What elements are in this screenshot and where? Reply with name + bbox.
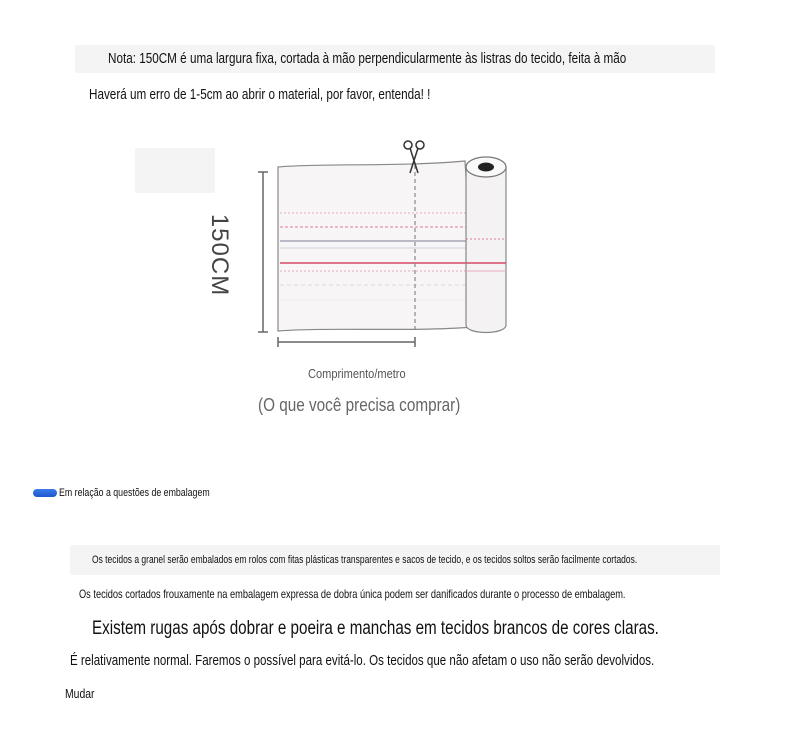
packaging-line-2 [79, 587, 789, 601]
length-label [308, 366, 423, 381]
packaging-line-3 [92, 618, 790, 640]
packaging-line-4 [70, 652, 790, 669]
packaging-line-2-text: Os tecidos cortados frouxamente na embalagem expressa de dobra única podem ser danificados durante o processo de embalagem. [79, 587, 626, 601]
note-line-1 [108, 50, 773, 67]
packaging-title-text: Em relação a questões de embalagem [59, 487, 210, 499]
packaging-line-1-text: Os tecidos a granel serão embalados em rolos com fitas plásticas transparentes e sacos de tecido, e os tecidos soltos serão facilmente cortados. [92, 554, 638, 566]
fabric-roll-diagram [200, 135, 520, 385]
note-line-2-text: Haverá um erro de 1-5cm ao abrir o material, por favor, entenda! ! [89, 86, 431, 103]
fabric-roll [466, 157, 506, 333]
length-label-text: Comprimento/metro [308, 366, 406, 381]
width-label: 150CM [206, 213, 233, 297]
figure-caption [258, 395, 496, 416]
footer-change-text: Mudar [65, 686, 95, 701]
fabric-sheet [278, 161, 475, 331]
figure-caption-text: (O que você precisa comprar) [258, 395, 461, 415]
packaging-badge-icon [33, 489, 57, 497]
footer-change [65, 686, 102, 701]
packaging-title [59, 487, 247, 499]
fabric-roll-illustration [200, 135, 520, 385]
packaging-line-1 [92, 554, 790, 566]
packaging-line-3-text: Existem rugas após dobrar e poeira e manchas em tecidos brancos de cores claras. [92, 618, 659, 639]
note-line-1-text: Nota: 150CM é uma largura fixa, cortada à mão perpendicularmente às listras do tecido, feita à mão [108, 50, 627, 67]
packaging-line-4-text: É relativamente normal. Faremos o possível para evitá-lo. Os tecidos que não afetam o uso não serão devolvidos. [70, 652, 655, 669]
note-line-2 [89, 86, 527, 103]
